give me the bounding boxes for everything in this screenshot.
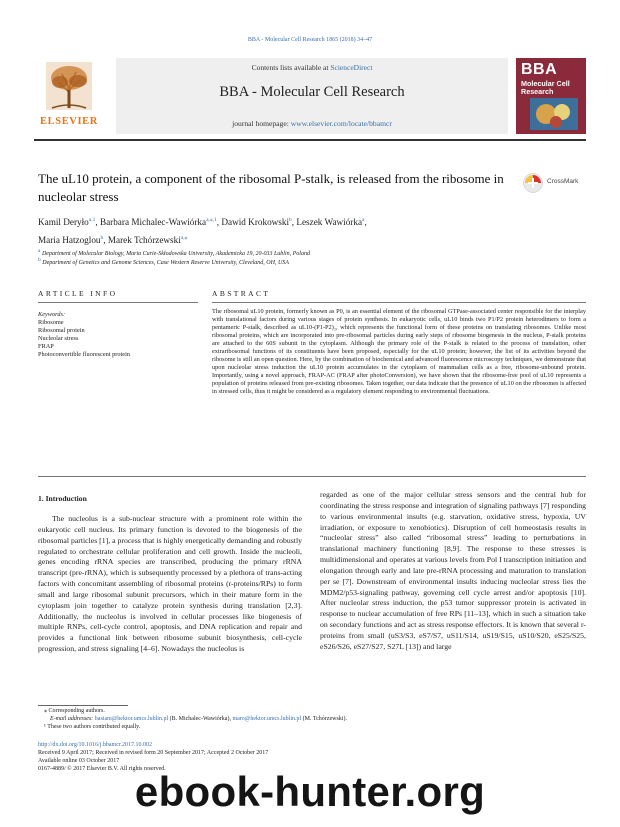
masthead-rule bbox=[34, 139, 586, 141]
intro-column-left: The nucleolus is a sub-nuclear structure with a prominent role within the eukaryotic cell nucleus. Its primary function is devoted to the biogenesis of the ribosomal particles [1], a process that is highly energetically demanding and robustly regulated to orchestrate cellular proliferation and cell growth. Inside the nucleoli, genes encoding rRNA species are transcribed, producing the primary rRNA transcript (pre-rRNA), which is subsequently processed by a plethora of trans-acting factors with concomitant assembling of ribosomal proteins (r-proteins/RPs) to form small and large ribosomal subunit precursors, which in their mature form in the cytoplasm join together to catalyze protein synthesis during translation [2,3]. Additionally, the nucleolus is involved in cellular processes like biogenesis of multiple RNPs, cell-cycle control, apoptosis, and DNA replication and repair and provides a functional link between ribosome subunit biosynthesis, cell-cycle progression, and stress signaling [4–6]. Nowadays the nucleolus is bbox=[38, 514, 302, 654]
abstract-rule bbox=[212, 302, 586, 303]
author-separator: , bbox=[95, 217, 100, 228]
author-affiliation-mark[interactable]: b bbox=[289, 217, 292, 223]
keyword-item: FRAP bbox=[38, 343, 54, 351]
footnote-rule bbox=[38, 705, 128, 706]
sciencedirect-link[interactable]: ScienceDirect bbox=[330, 63, 373, 72]
author-separator: , bbox=[216, 217, 222, 228]
journal-masthead bbox=[34, 58, 586, 134]
keyword-item: Nucleolar stress bbox=[38, 335, 79, 343]
author-affiliation-mark[interactable]: a bbox=[362, 217, 365, 223]
affiliation-mark: a bbox=[38, 248, 41, 254]
author-name[interactable]: Leszek Wawiórka bbox=[296, 217, 363, 228]
author-name[interactable]: Maria Hatzoglou bbox=[38, 234, 101, 245]
email-owner-1: (B. Michalec-Wawiórka), bbox=[168, 716, 233, 722]
author-separator: , bbox=[103, 234, 108, 245]
copyright-line: 0167-4889/ © 2017 Elsevier B.V. All rights reserved. bbox=[38, 766, 166, 772]
email-note bbox=[50, 716, 590, 724]
keyword-item: Photoconvertible fluorescent protein bbox=[38, 351, 130, 359]
cover-subtitle: Molecular Cell Research bbox=[521, 79, 570, 96]
journal-reference[interactable]: BBA - Molecular Cell Research 1865 (2018) 34–47 bbox=[247, 37, 373, 43]
contents-line bbox=[116, 63, 508, 72]
email-owner-2: (M. Tchórzewski). bbox=[301, 716, 347, 722]
crossmark-label: CrossMark bbox=[547, 178, 579, 185]
author-list bbox=[38, 213, 578, 248]
author-name[interactable]: Marek Tchórzewski bbox=[107, 234, 181, 245]
cover-title: BBA bbox=[521, 61, 558, 78]
author-name[interactable]: Barbara Michalec-Wawiórka bbox=[99, 217, 207, 228]
author-affiliation-mark[interactable]: a,⁎ bbox=[180, 234, 188, 241]
abstract-heading: ABSTRACT bbox=[212, 289, 271, 298]
elsevier-tree-icon bbox=[46, 62, 92, 110]
publisher-name: ELSEVIER bbox=[40, 116, 98, 127]
abstract-text: The ribosomal uL10 protein, formerly known as P0, is an essential element of the ribosomal GTPase-associated center responsible for the interplay with translational factors during various stages of protein synthesis. In eukaryotic cells, uL10 binds two P1/P2 protein heterodimers to form a pentameric P-stalk, described as uL10-(P1-P2)₂, which represents the functional form of these proteins on translating ribosomes. Unlike most ribosomal proteins, which are incorporated into pre-ribosomal particles during early steps of ribosome biogenesis in the nucleus, P-stalk proteins are attached to the 60S subunit in the cytoplasm. Although the primary role of the P-stalk is related to the process of translation, other extraribosomal functions of its constituents have been proposed, especially for the uL10 protein; however, the list of its activities beyond the ribosome is still an open question. Here, by the combination of biochemical and advanced fluorescence microscopy techniques, we demonstrate that upon nucleolar stress induction the uL10 protein accumulates in the cytoplasm of mammalian cells as a free, ribosome-unbound protein. Importantly, using a novel approach, FRAP-AC (FRAP after photoConversion), we have shown that the ribosome-free pool of uL10 represents a population of proteins released from pre-existing ribosomes. Taken together, our data indicate that the presence of uL10 on the ribosomes is affected in stressed cells, thus it might be considered as a regulatory element responding to environmental fluctuations. bbox=[212, 308, 586, 396]
keywords-label: Keywords: bbox=[38, 311, 66, 318]
author-name[interactable]: Kamil Deryło bbox=[38, 217, 89, 228]
contents-prefix: Contents lists available at bbox=[251, 63, 331, 72]
affiliation-mark: b bbox=[38, 257, 41, 263]
section-heading: 1. Introduction bbox=[38, 494, 87, 503]
equal-contribution-note: ¹ These two authors contributed equally. bbox=[44, 724, 141, 730]
watermark: ebook-hunter.org bbox=[134, 768, 486, 815]
received-dates: Received 9 April 2017; Received in revised form 20 September 2017; Accepted 2 October 2017 bbox=[38, 750, 269, 756]
doi-link[interactable]: http://dx.doi.org/10.1016/j.bbamcr.2017.10.002 bbox=[38, 742, 153, 748]
homepage-link[interactable]: www.elsevier.com/locate/bbamcr bbox=[290, 119, 392, 128]
homepage-line bbox=[116, 119, 508, 128]
affiliation-b bbox=[38, 257, 578, 268]
abstract-bottom-rule bbox=[38, 476, 586, 477]
corresponding-note: ⁎ Corresponding authors. bbox=[44, 708, 105, 714]
keyword-list bbox=[38, 319, 198, 359]
intro-column-right: regarded as one of the major cellular stress sensors and the central hub for coordinating the stress response and integration of signaling pathways [7] responding to various environmental insults (e.g. starvation, oxidative stress, hypoxia, UV irradiation, or exposure to xenobiotics). Disruption of cell homeostasis results in “nucleolar stress” also called “ribosomal stress” leading to perturbations in translational machinery functioning [8,9]. The response to these stresses is multidimensional and operates at various levels from Pol I transcription initiation and elongation through early and late pre-rRNA processing and maturation to translation per se [7]. Downstream of environmental insults inducing nucleolar stress lies the MDM2/p53-signaling pathway, governing cell cycle arrest and/or apoptosis [10]. After nucleolar stress induction, the p53 tumor suppressor protein is activated in response to nuclear accumulation of free RPs [11–13], which in such a situation take on secondary functions and act as stress response effectors. It is known that several r-proteins from small (uS3/S3, eS7/S7, uS11/S14, uS19/S15, uS10/S20, eS25/S25, eS26/S26, eS27/S27, S27L [13]) and large bbox=[320, 490, 586, 651]
homepage-prefix: journal homepage: bbox=[232, 119, 291, 128]
author-separator: , bbox=[364, 217, 367, 228]
author-name[interactable]: Dawid Krokowski bbox=[221, 217, 290, 228]
affiliation-text: Department of Molecular Biology, Maria Curie-Skłodowska University, Akademicka 19, 20-033 Lublin, Poland bbox=[41, 251, 310, 257]
author-affiliation-mark[interactable]: b bbox=[100, 234, 104, 241]
author-affiliation-mark[interactable]: a,⁎,1 bbox=[206, 217, 217, 223]
article-info-rule bbox=[38, 302, 198, 303]
crossmark-icon bbox=[523, 172, 543, 194]
article-title: The uL10 protein, a component of the ribosomal P-stalk, is released from the ribosome in nucleolar stress bbox=[38, 171, 504, 204]
elsevier-logo bbox=[34, 58, 104, 134]
journal-cover bbox=[516, 58, 586, 134]
keyword-item: Ribosomal protein bbox=[38, 327, 85, 335]
available-online: Available online 03 October 2017 bbox=[38, 758, 120, 764]
email-link-2[interactable]: maro@hektor.umcs.lublin.pl bbox=[232, 716, 302, 722]
email-label: E-mail addresses: bbox=[50, 716, 94, 722]
journal-title: BBA - Molecular Cell Research bbox=[219, 84, 405, 100]
author-affiliation-mark[interactable]: a,1 bbox=[88, 217, 96, 223]
crossmark-badge[interactable] bbox=[523, 172, 585, 194]
article-info-heading: ARTICLE INFO bbox=[38, 289, 118, 298]
journal-info-box bbox=[116, 58, 508, 134]
cover-art-icon bbox=[530, 98, 578, 130]
email-link-1[interactable]: basiam@hektor.umcs.lublin.pl bbox=[94, 716, 169, 722]
author-separator: , bbox=[291, 217, 297, 228]
keyword-item: Ribosome bbox=[38, 319, 64, 326]
affiliation-text: Department of Genetics and Genome Sciences, Case Western Reserve University, Cleveland, OH, USA bbox=[42, 260, 289, 266]
